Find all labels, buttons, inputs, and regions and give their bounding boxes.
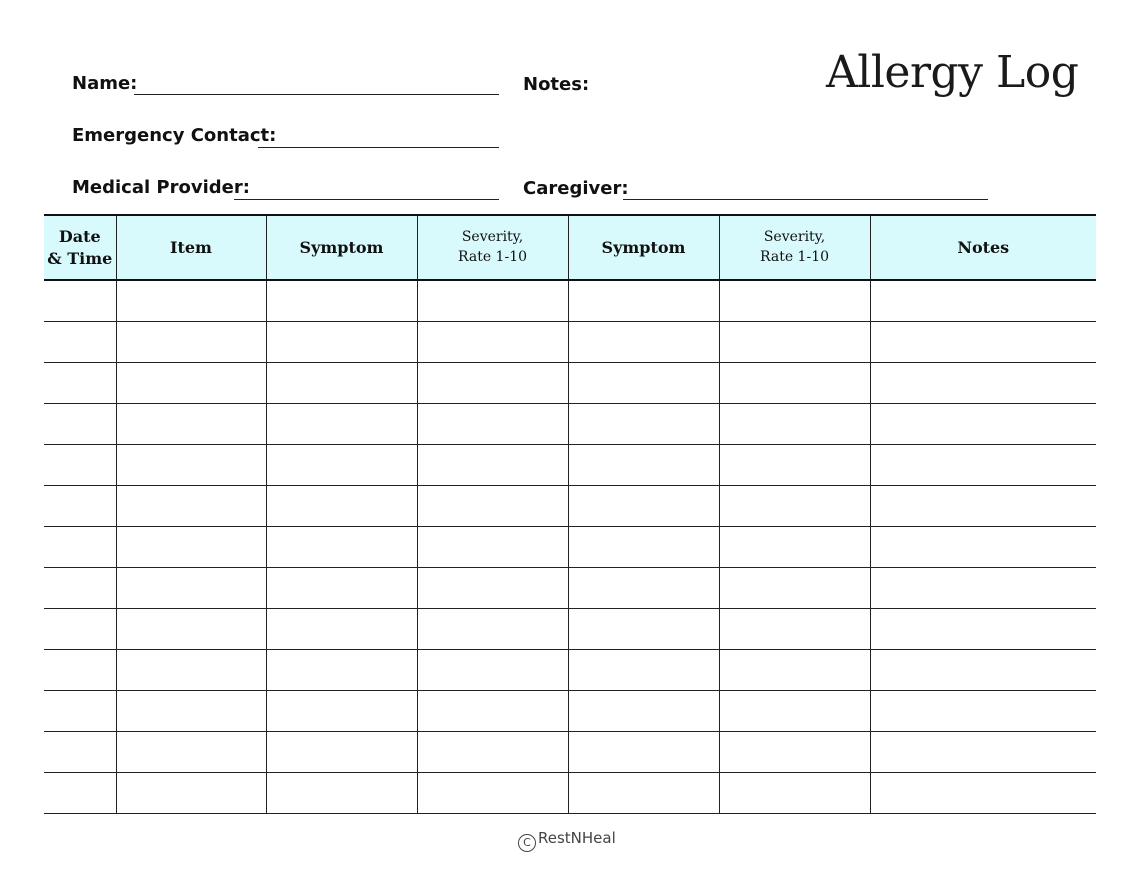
table-cell[interactable]	[44, 363, 116, 404]
table-cell[interactable]	[116, 650, 266, 691]
table-cell[interactable]	[44, 691, 116, 732]
table-cell[interactable]	[417, 322, 568, 363]
table-cell[interactable]	[870, 363, 1096, 404]
table-cell[interactable]	[266, 773, 417, 814]
table-row	[44, 568, 1096, 609]
table-cell[interactable]	[719, 691, 870, 732]
table-cell[interactable]	[116, 773, 266, 814]
table-cell[interactable]	[266, 363, 417, 404]
header-notes	[870, 215, 1096, 280]
table-cell[interactable]	[417, 609, 568, 650]
table-cell[interactable]	[870, 732, 1096, 773]
table-cell[interactable]	[417, 280, 568, 322]
table-cell[interactable]	[719, 773, 870, 814]
table-cell[interactable]	[116, 445, 266, 486]
table-cell[interactable]	[266, 527, 417, 568]
table-cell[interactable]	[417, 527, 568, 568]
caregiver-label: Caregiver:	[523, 178, 629, 199]
table-cell[interactable]	[44, 486, 116, 527]
table-row	[44, 609, 1096, 650]
table-cell[interactable]	[719, 445, 870, 486]
table-row	[44, 527, 1096, 568]
table-cell[interactable]	[44, 280, 116, 322]
table-cell[interactable]	[568, 404, 719, 445]
header-symptom-1-label: Symptom	[299, 237, 384, 257]
table-cell[interactable]	[568, 609, 719, 650]
table-cell[interactable]	[417, 445, 568, 486]
table-row	[44, 445, 1096, 486]
page-title: Allergy Log	[826, 47, 1079, 98]
footer-brand	[518, 829, 616, 852]
table-cell[interactable]	[417, 732, 568, 773]
table-cell[interactable]	[719, 650, 870, 691]
name-field-line[interactable]	[134, 94, 499, 95]
table-cell[interactable]	[870, 691, 1096, 732]
table-cell[interactable]	[266, 486, 417, 527]
table-cell[interactable]	[116, 691, 266, 732]
table-cell[interactable]	[266, 732, 417, 773]
table-cell[interactable]	[870, 527, 1096, 568]
table-cell[interactable]	[870, 280, 1096, 322]
table-cell[interactable]	[719, 322, 870, 363]
table-cell[interactable]	[266, 445, 417, 486]
header-symptom-2-label: Symptom	[601, 237, 686, 257]
table-cell[interactable]	[719, 527, 870, 568]
header-date-time	[44, 215, 116, 280]
table-cell[interactable]	[568, 773, 719, 814]
table-cell[interactable]	[417, 773, 568, 814]
table-cell[interactable]	[719, 280, 870, 322]
table-cell[interactable]	[719, 732, 870, 773]
table-cell[interactable]	[116, 486, 266, 527]
table-cell[interactable]	[568, 445, 719, 486]
table-cell[interactable]	[44, 527, 116, 568]
table-cell[interactable]	[870, 650, 1096, 691]
table-cell[interactable]	[266, 650, 417, 691]
table-cell[interactable]	[417, 363, 568, 404]
table-cell[interactable]	[568, 732, 719, 773]
table-cell[interactable]	[870, 404, 1096, 445]
table-cell[interactable]	[568, 322, 719, 363]
table-cell[interactable]	[417, 486, 568, 527]
header-severity-1-line2: Rate 1-10	[457, 248, 528, 265]
header-symptom-1	[266, 215, 417, 280]
header-item-label: Item	[170, 237, 212, 257]
medical-provider-label: Medical Provider:	[72, 177, 250, 198]
table-cell[interactable]	[870, 773, 1096, 814]
table-cell[interactable]	[568, 568, 719, 609]
table-cell[interactable]	[266, 280, 417, 322]
table-cell[interactable]	[116, 404, 266, 445]
table-row	[44, 650, 1096, 691]
table-cell[interactable]	[266, 568, 417, 609]
name-label: Name:	[72, 73, 138, 94]
table-cell[interactable]	[266, 691, 417, 732]
table-cell[interactable]	[568, 691, 719, 732]
header-symptom-2	[568, 215, 719, 280]
table-cell[interactable]	[870, 568, 1096, 609]
table-cell[interactable]	[44, 568, 116, 609]
table-cell[interactable]	[116, 568, 266, 609]
table-row	[44, 691, 1096, 732]
copyright-icon: C	[518, 834, 536, 852]
table-row	[44, 773, 1096, 814]
header-date-time-line2: & Time	[47, 248, 113, 268]
table-row	[44, 363, 1096, 404]
table-row	[44, 732, 1096, 773]
table-cell[interactable]	[870, 609, 1096, 650]
table-cell[interactable]	[719, 404, 870, 445]
header-severity-2-line1: Severity,	[763, 228, 826, 245]
table-row	[44, 322, 1096, 363]
table-cell[interactable]	[417, 691, 568, 732]
caregiver-field-line[interactable]	[623, 199, 988, 200]
table-cell[interactable]	[44, 445, 116, 486]
table-cell[interactable]	[116, 732, 266, 773]
table-cell[interactable]	[116, 609, 266, 650]
brand-name: RestNHeal	[538, 829, 616, 847]
emergency-contact-label: Emergency Contact:	[72, 125, 277, 146]
table-row	[44, 486, 1096, 527]
notes-label: Notes:	[523, 74, 590, 95]
table-cell[interactable]	[116, 363, 266, 404]
table-cell[interactable]	[44, 773, 116, 814]
medical-provider-field-line[interactable]	[234, 199, 499, 200]
table-cell[interactable]	[568, 280, 719, 322]
table-cell[interactable]	[44, 609, 116, 650]
table-cell[interactable]	[719, 486, 870, 527]
table-row	[44, 404, 1096, 445]
allergy-log-table	[44, 214, 1096, 814]
table-cell[interactable]	[417, 404, 568, 445]
table-cell[interactable]	[870, 486, 1096, 527]
table-cell[interactable]	[116, 527, 266, 568]
table-row	[44, 280, 1096, 322]
header-severity-2	[719, 215, 870, 280]
table-cell[interactable]	[568, 363, 719, 404]
table-cell[interactable]	[44, 322, 116, 363]
header-severity-1	[417, 215, 568, 280]
header-notes-label: Notes	[957, 237, 1010, 257]
table-cell[interactable]	[568, 650, 719, 691]
table-cell[interactable]	[719, 568, 870, 609]
table-cell[interactable]	[116, 322, 266, 363]
table-cell[interactable]	[568, 527, 719, 568]
table-cell[interactable]	[44, 650, 116, 691]
table-cell[interactable]	[568, 486, 719, 527]
table-cell[interactable]	[44, 732, 116, 773]
table-cell[interactable]	[266, 322, 417, 363]
emergency-contact-field-line[interactable]	[258, 147, 499, 148]
table-cell[interactable]	[417, 568, 568, 609]
table-cell[interactable]	[44, 404, 116, 445]
header-item	[116, 215, 266, 280]
table-header-row	[44, 215, 1096, 280]
header-severity-2-line2: Rate 1-10	[759, 248, 830, 265]
table-cell[interactable]	[719, 609, 870, 650]
table-cell[interactable]	[417, 650, 568, 691]
table-cell[interactable]	[870, 445, 1096, 486]
table-cell[interactable]	[116, 280, 266, 322]
table-cell[interactable]	[266, 609, 417, 650]
table-cell[interactable]	[266, 404, 417, 445]
header-date-time-line1: Date	[58, 226, 101, 246]
header-severity-1-line1: Severity,	[461, 228, 524, 245]
table-cell[interactable]	[719, 363, 870, 404]
table-cell[interactable]	[870, 322, 1096, 363]
table-body	[44, 280, 1096, 814]
